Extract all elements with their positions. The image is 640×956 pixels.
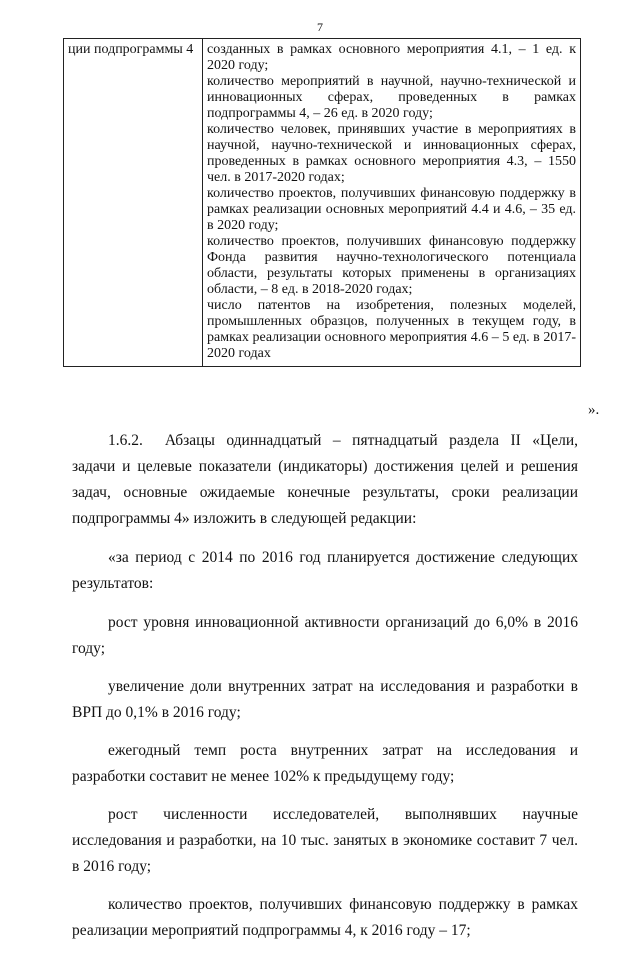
table-right-cell (203, 39, 581, 367)
page-number: 7 (317, 20, 323, 34)
table-row (64, 39, 581, 367)
table-item: созданных в рамках основного мероприятия 4.1, – 1 ед. к 2020 году; (207, 42, 576, 73)
table-item: количество проектов, получивших финансовую поддержку Фонда развития научно-технологического потенциала области, результаты которых применены в организациях области, – 8 ед. в 2018-2020 годах; (207, 234, 576, 297)
document-body (72, 428, 578, 956)
table-item: количество человек, принявших участие в мероприятиях в научной, научно-технической и инновационных сферах, проведенных в рамках основного мероприятия 4.3, – 1550 чел. в 2017-2020 годах; (207, 122, 576, 185)
closing-quote-mark: ». (588, 402, 600, 418)
result-item: увеличение доли внутренних затрат на исследования и разработки в ВРП до 0,1% в 2016 году; (72, 678, 578, 721)
indicators-table (63, 38, 581, 367)
result-item: ежегодный темп роста внутренних затрат на исследования и разработки составит не менее 102% к предыдущему году; (72, 742, 578, 785)
table-left-cell: ции подпрограммы 4 (64, 39, 203, 367)
result-item: рост численности исследователей, выполнявших научные исследования и разработки, на 10 тыс. занятых в экономике составит 7 чел. в 2016 году; (72, 806, 578, 875)
table-item: количество проектов, получивших финансовую поддержку в рамках реализации основных мероприятий 4.4 и 4.6, – 35 ед. в 2020 году; (207, 186, 576, 233)
table-item: количество мероприятий в научной, научно-технической и инновационных сферах, проведенных в рамках подпрограммы 4, – 26 ед. в 2020 году; (207, 74, 576, 121)
table-item: число патентов на изобретения, полезных моделей, промышленных образцов, полученных в текущем году, в рамках реализации основного мероприятия 4.6 – 5 ед. в 2017-2020 годах (207, 298, 576, 361)
section-intro: Абзацы одиннадцатый – пятнадцатый раздела II «Цели, задачи и целевые показатели (индикаторы) достижения целей и решения задач, основные ожидаемые конечные результаты, сроки реализации подпрограммы 4» изложить в следующей редакции: (72, 432, 578, 527)
result-item: рост уровня инновационной активности организаций до 6,0% в 2016 году; (72, 614, 578, 657)
section-number: 1.6.2. (108, 432, 143, 449)
result-item: количество проектов, получивших финансовую поддержку в рамках реализации мероприятий подпрограммы 4, к 2016 году – 17; (72, 896, 578, 939)
quote-intro: «за период с 2014 по 2016 год планируется достижение следующих результатов: (72, 549, 578, 592)
section-paragraph (72, 428, 578, 532)
